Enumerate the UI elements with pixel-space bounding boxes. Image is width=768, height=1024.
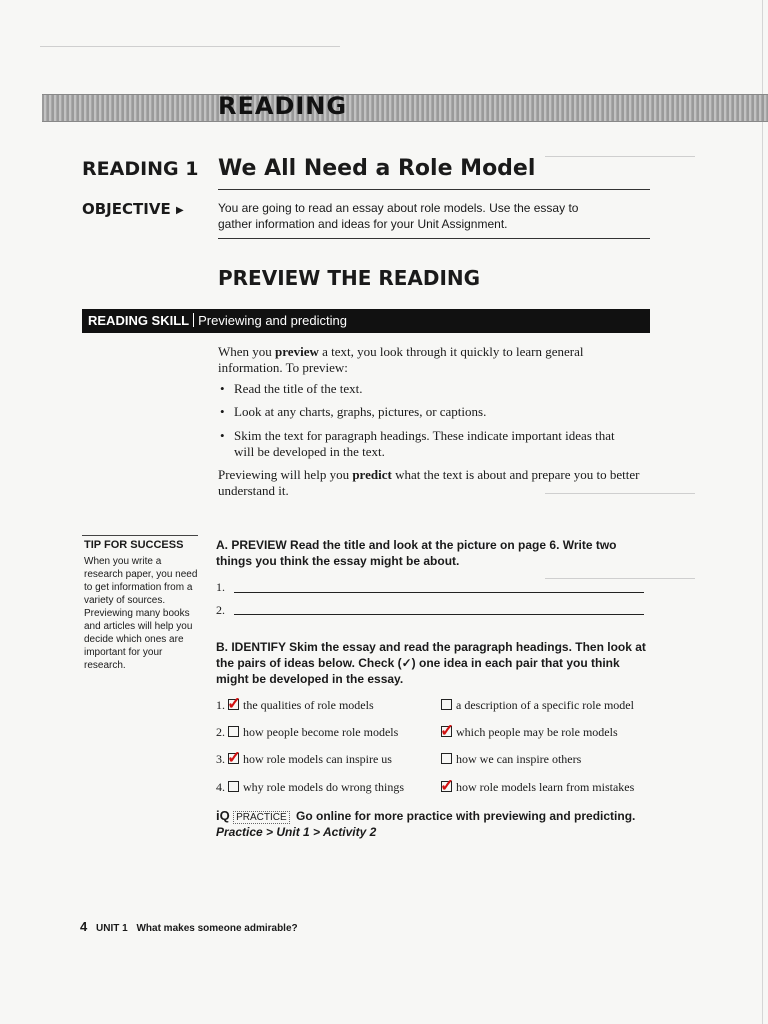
preview-heading: PREVIEW THE READING — [218, 266, 481, 290]
objective-label-text: OBJECTIVE — [82, 200, 171, 218]
pair-left-text: how role models can inspire us — [243, 752, 392, 766]
answer-line-number: 2. — [216, 603, 225, 617]
objective-label — [82, 200, 184, 218]
answer-line-number: 1. — [216, 580, 225, 594]
preview-bullet — [218, 404, 638, 420]
skill-label: READING SKILL — [88, 313, 190, 328]
bullet-dot-icon: • — [220, 381, 225, 396]
preview-outro — [218, 467, 648, 499]
reading-label: READING 1 — [82, 158, 199, 180]
pair-row — [216, 748, 436, 767]
check-mark-icon: ✓ — [440, 721, 455, 740]
scan-artifact — [40, 46, 340, 47]
footer-question: What makes someone admirable? — [136, 923, 298, 934]
pair-row — [216, 724, 436, 740]
answer-line[interactable] — [234, 614, 644, 615]
bullet-dot-icon: • — [220, 428, 225, 443]
pair-right — [441, 751, 671, 767]
pair-left-text: why role models do wrong things — [243, 780, 404, 794]
activity-b-label: B. IDENTIFY — [216, 640, 286, 654]
answer-line[interactable] — [234, 592, 644, 593]
checkbox[interactable] — [228, 781, 239, 792]
intro-text-a: When you — [218, 344, 276, 359]
pair-right-text: how role models learn from mistakes — [456, 780, 635, 794]
scan-artifact — [545, 578, 695, 579]
checkbox[interactable] — [441, 699, 452, 710]
preview-intro — [218, 344, 618, 376]
pair-right — [440, 721, 671, 740]
intro-bold: preview — [275, 344, 319, 359]
outro-bold: predict — [352, 467, 392, 482]
skill-divider — [193, 313, 194, 327]
preview-bullet — [218, 381, 638, 397]
pair-right-text: how we can inspire others — [456, 752, 582, 766]
check-mark-icon: ✓ — [440, 776, 455, 795]
pair-right — [441, 697, 671, 713]
iq-practice-line — [216, 808, 635, 823]
checkbox[interactable] — [227, 694, 242, 713]
preview-bullet — [218, 428, 638, 460]
practice-tag: PRACTICE — [233, 811, 290, 824]
pair-right-text: a description of a specific role model — [456, 698, 634, 712]
outro-text-b: what the text is about and prepare you to better understand it. — [218, 467, 640, 498]
bullet-text: Read the title of the text. — [234, 381, 363, 396]
checkbox[interactable] — [227, 748, 242, 767]
arrow-right-icon: ▶ — [175, 205, 184, 216]
reading-skill-bar — [82, 309, 650, 333]
pair-left-text: how people become role models — [243, 725, 399, 739]
reading-title: We All Need a Role Model — [218, 156, 536, 181]
pair-right — [440, 776, 671, 795]
bullet-dot-icon: • — [220, 404, 225, 419]
activity-a-prompt — [216, 537, 636, 569]
iq-practice-path[interactable]: Practice > Unit 1 > Activity 2 — [216, 825, 377, 839]
checkbox[interactable] — [441, 753, 452, 764]
outro-text-a: Previewing will help you — [218, 467, 353, 482]
checkbox[interactable] — [440, 721, 455, 740]
iq-logo: iQ — [216, 808, 230, 823]
checkbox[interactable] — [440, 776, 455, 795]
iq-text: Go online for more practice with previewing and predicting. — [295, 809, 636, 823]
pair-number: 2. — [216, 725, 225, 739]
check-mark-icon: ✓ — [227, 694, 242, 713]
pair-right-text: which people may be role models — [456, 725, 618, 739]
pair-number: 4. — [216, 780, 225, 794]
skill-title: Previewing and predicting — [198, 313, 347, 328]
activity-a-text: Read the title and look at the picture on page 6. Write two things you think the essay might be about. — [216, 538, 617, 568]
title-rule — [218, 189, 650, 190]
page-footer — [80, 919, 298, 934]
activity-b-prompt — [216, 639, 646, 687]
pair-number: 3. — [216, 752, 225, 766]
footer-unit: UNIT 1 — [96, 923, 128, 934]
page-edge — [762, 0, 763, 1024]
bullet-text: Skim the text for paragraph headings. These indicate important ideas that will be developed in the text. — [234, 428, 615, 459]
tip-body: When you write a research paper, you need to get information from a variety of sources. Previewing many books and articles will help you decide which ones are important for your research. — [84, 556, 198, 671]
pair-row — [216, 779, 436, 795]
objective-text: You are going to read an essay about role models. Use the essay to gather information and ideas for your Unit Assignment. — [218, 201, 579, 231]
intro-text-b: a text, you look through it quickly to learn general information. To preview: — [218, 344, 584, 375]
tip-rule — [82, 535, 198, 536]
check-mark-icon: ✓ — [227, 748, 242, 767]
pair-number: 1. — [216, 698, 225, 712]
bullet-text: Look at any charts, graphs, pictures, or captions. — [234, 404, 487, 419]
scan-artifact — [545, 156, 695, 157]
checkbox[interactable] — [228, 726, 239, 737]
activity-b-text: Skim the essay and read the paragraph headings. Then look at the pairs of ideas below. Check (✓) one idea in each pair that you think might be developed in the essay. — [216, 640, 646, 686]
section-banner — [42, 94, 768, 122]
objective-rule — [218, 238, 650, 239]
activity-a-label: A. PREVIEW — [216, 538, 287, 552]
tip-heading: TIP FOR SUCCESS — [84, 539, 184, 551]
section-banner-title: READING — [218, 92, 348, 120]
pair-left-text: the qualities of role models — [243, 698, 374, 712]
page-number: 4 — [80, 919, 88, 934]
